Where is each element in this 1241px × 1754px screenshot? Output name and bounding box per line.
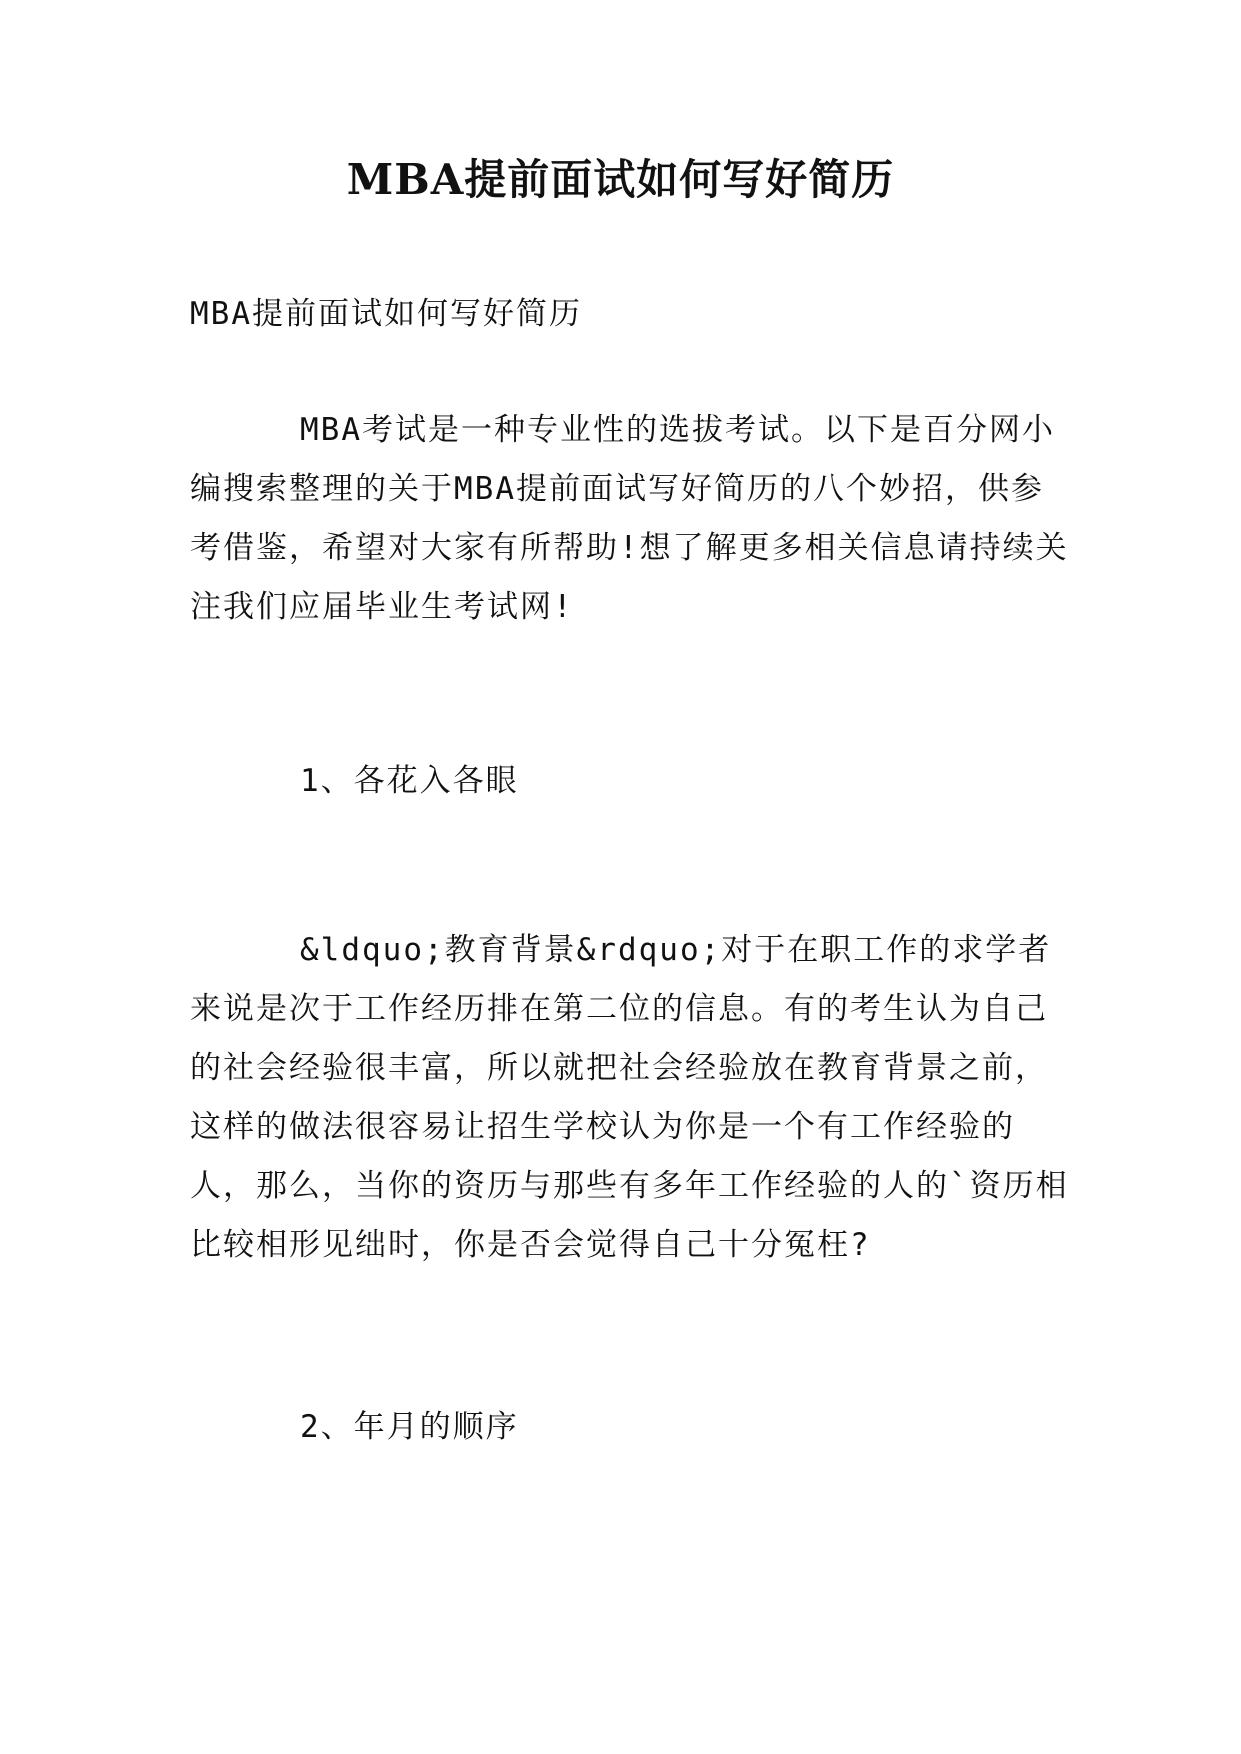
document-subtitle: MBA提前面试如何写好简历	[190, 296, 582, 332]
section-1-paragraph: &ldquo;教育背景&rdquo;对于在职工作的求学者来说是次于工作经历排在第二位的信息。有的考生认为自己的社会经验很丰富，所以就把社会经验放在教育背景之前，这样的做法很容易让招生学校认为你是一个有工作经验的人，那么，当你的资历与那些有多年工作经验的人的`资历相比较相形见绌时，你是否会觉得自己十分冤枉?	[190, 932, 1069, 1263]
section-2-heading: 2、年月的顺序	[300, 1409, 519, 1445]
section-1-heading: 1、各花入各眼	[300, 763, 519, 799]
document-title: MBA提前面试如何写好简历	[346, 155, 895, 204]
intro-paragraph: MBA考试是一种专业性的选拔考试。以下是百分网小编搜索整理的关于MBA提前面试写好简历的八个妙招，供参考借鉴，希望对大家有所帮助!想了解更多相关信息请持续关注我们应届毕业生考试网!	[190, 412, 1069, 625]
